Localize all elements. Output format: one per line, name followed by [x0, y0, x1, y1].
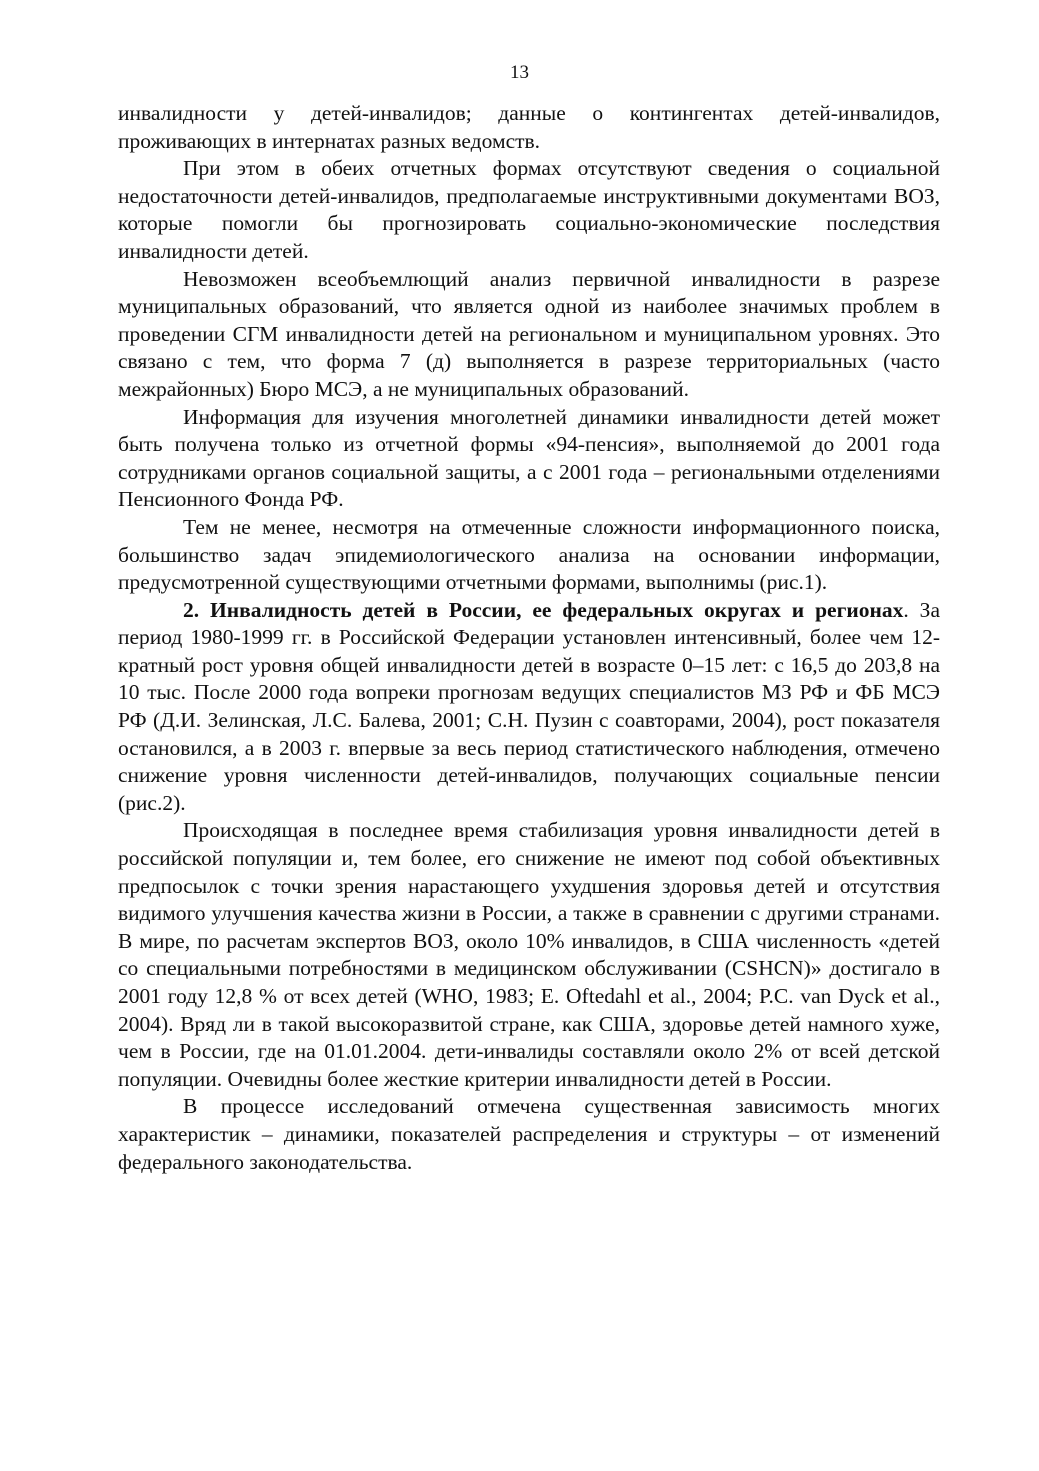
paragraph-stabilization: Происходящая в последнее время стабилизация уровня инвалидности детей в российской популяции и, тем более, его снижение не имеют под собой объективных предпосылок с точки зрения нарастающего ухудшения здоровья детей и отсутствия видимого улучшения качества жизни в России, а также в сравнении с другими странами. В мире, по расчетам экспертов ВОЗ, около 10% инвалидов, в США численность «детей со специальными потребностями в медицинском обслуживании (CSHCN)» достигало в 2001 году 12,8 % от всех детей (WHO, 1983; E. Oftedahl et al., 2004; P.C. van Dyck et al., 2004). Вряд ли в такой высокоразвитой стране, как США, здоровье детей намного хуже, чем в России, где на 01.01.2004. дети-инвалиды составляли около 2% от всей детской популяции. Очевидны более жесткие критерии инвалидности детей в России.: [118, 818, 940, 1091]
paragraph-dynamics-information: Информация для изучения многолетней динамики инвалидности детей может быть получена только из отчетной формы «94-пенсия», выполняемой до 2001 года сотрудниками органов социальной защиты, а с 2001 года – региональными отделениями Пенсионного Фонда РФ.: [118, 404, 940, 512]
page-number: 13: [510, 62, 529, 83]
paragraph-legislation: В процессе исследований отмечена существенная зависимость многих характеристик – динамики, показателей распределения и структуры – от изменений федерального законодательства.: [118, 1094, 940, 1174]
paragraph-municipal-analysis: Невозможен всеобъемлющий анализ первичной инвалидности в разрезе муниципальных образований, что является одной из наиболее значимых проблем в проведении СГМ инвалидности детей на региональном и муниципальном уровнях. Это связано с тем, что форма 7 (д) выполняется в разрезе территориальных (часто межрайонных) Бюро МСЭ, а не муниципальных образований.: [118, 266, 940, 401]
paragraph-continuation: инвалидности у детей-инвалидов; данные о контингентах детей-инвалидов, проживающих в интернатах разных ведомств.: [118, 101, 940, 153]
paragraph-reporting-forms: При этом в обеих отчетных формах отсутствуют сведения о социальной недостаточности детей-инвалидов, предполагаемые инструктивными документами ВОЗ, которые помогли бы прогнозировать социально-экономические последствия инвалидности детей.: [118, 156, 940, 263]
body-text: [118, 100, 940, 1176]
section-2-text: . За период 1980-1999 гг. в Российской Федерации установлен интенсивный, более чем 12-кратный рост уровня общей инвалидности детей в возрасте 0–15 лет: с 16,5 до 203,8 на 10 тыс. После 2000 года вопреки прогнозам ведущих специалистов МЗ РФ и ФБ МСЭ РФ (Д.И. Зелинская, Л.С. Балева, 2001; С.Н. Пузин с соавторами, 2004), рост показателя остановился, а в 2003 г. впервые за весь период статистического наблюдения, отмечено снижение уровня численности детей-инвалидов, получающих социальные пенсии (рис.2).: [118, 597, 940, 815]
paragraph-epidemiological-tasks: Тем не менее, несмотря на отмеченные сложности информационного поиска, большинство задач эпидемиологического анализа на основании информации, предусмотренной существующими отчетными формами, выполнимы (рис.1).: [118, 514, 940, 595]
paragraph-section-2: [118, 597, 940, 818]
section-heading: 2. Инвалидность детей в России, ее федеральных округах и регионах: [183, 597, 904, 622]
